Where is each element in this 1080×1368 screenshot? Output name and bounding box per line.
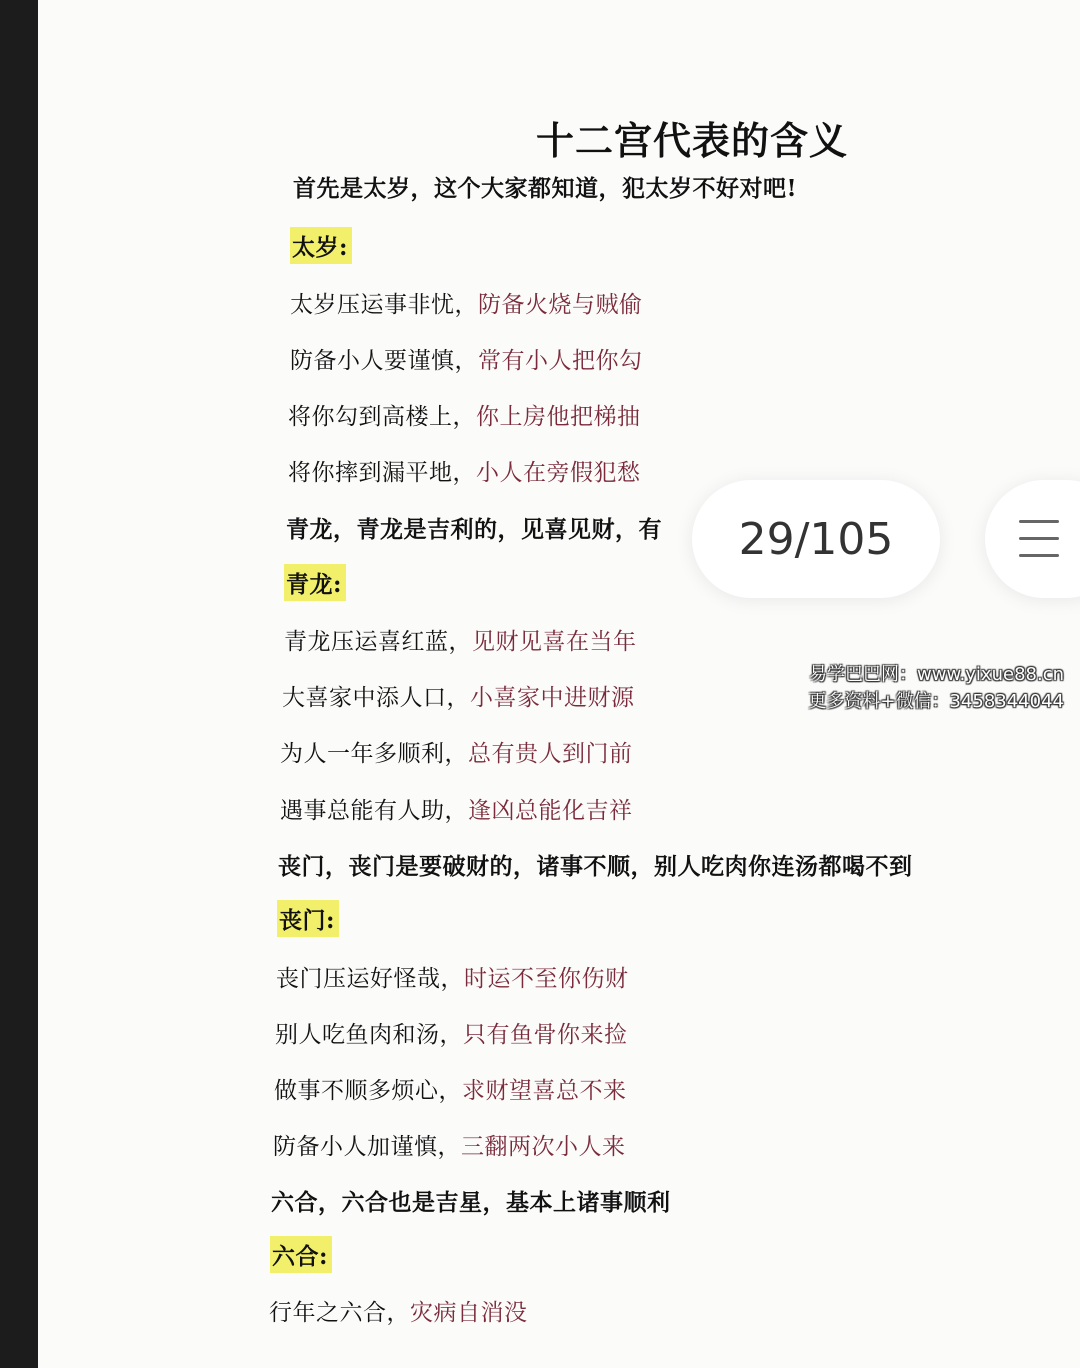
verse-line: 将你勾到高楼上，你上房他把梯抽 [288, 404, 641, 430]
section-note: 六合，六合也是吉星，基本上诸事顺利 [271, 1189, 671, 1216]
section-note: 丧门，丧门是要破财的，诸事不顺，别人吃肉你连汤都喝不到 [278, 853, 913, 880]
verse-line: 太岁压运事非忧，防备火烧与贼偷 [290, 292, 643, 318]
section-heading: 青龙: [284, 564, 346, 601]
verse-line: 将你摔到漏平地，小人在旁假犯愁 [288, 460, 641, 486]
verse-line: 丧门压运好怪哉，时运不至你伤财 [276, 966, 629, 992]
verse-line: 遇事总能有人助，逢凶总能化吉祥 [280, 798, 633, 824]
verse-line: 防备小人加谨慎，三翻两次小人来 [273, 1134, 626, 1160]
verse-line: 大喜家中添人口，小喜家中进财源 [282, 685, 635, 711]
section-note: 青龙，青龙是吉利的，见喜见财，有 [286, 516, 662, 543]
section-heading: 太岁: [290, 227, 352, 264]
verse-line: 为人一年多顺利，总有贵人到门前 [280, 741, 633, 767]
section-heading: 丧门: [277, 900, 339, 937]
verse-line: 防备小人要谨慎，常有小人把你勾 [290, 348, 643, 374]
intro-text: 首先是太岁，这个大家都知道，犯太岁不好对吧! [293, 175, 798, 202]
page-title: 十二宫代表的含义 [536, 118, 849, 163]
verse-line: 青龙压运喜红蓝，见财见喜在当年 [284, 629, 637, 655]
verse-line: 行年之六合，灾病自消没 [269, 1300, 528, 1326]
section-heading: 六合: [270, 1236, 332, 1273]
verse-line: 做事不顺多烦心，求财望喜总不来 [274, 1078, 627, 1104]
page-indicator[interactable]: 29/105 [692, 480, 940, 598]
watermark-line: 易学巴巴网：www.yixue88.cn [809, 664, 1064, 685]
watermark-line: 更多资料+微信：3458344044 [808, 691, 1064, 712]
verse-line: 别人吃鱼肉和汤，只有鱼骨你来捡 [275, 1022, 628, 1048]
